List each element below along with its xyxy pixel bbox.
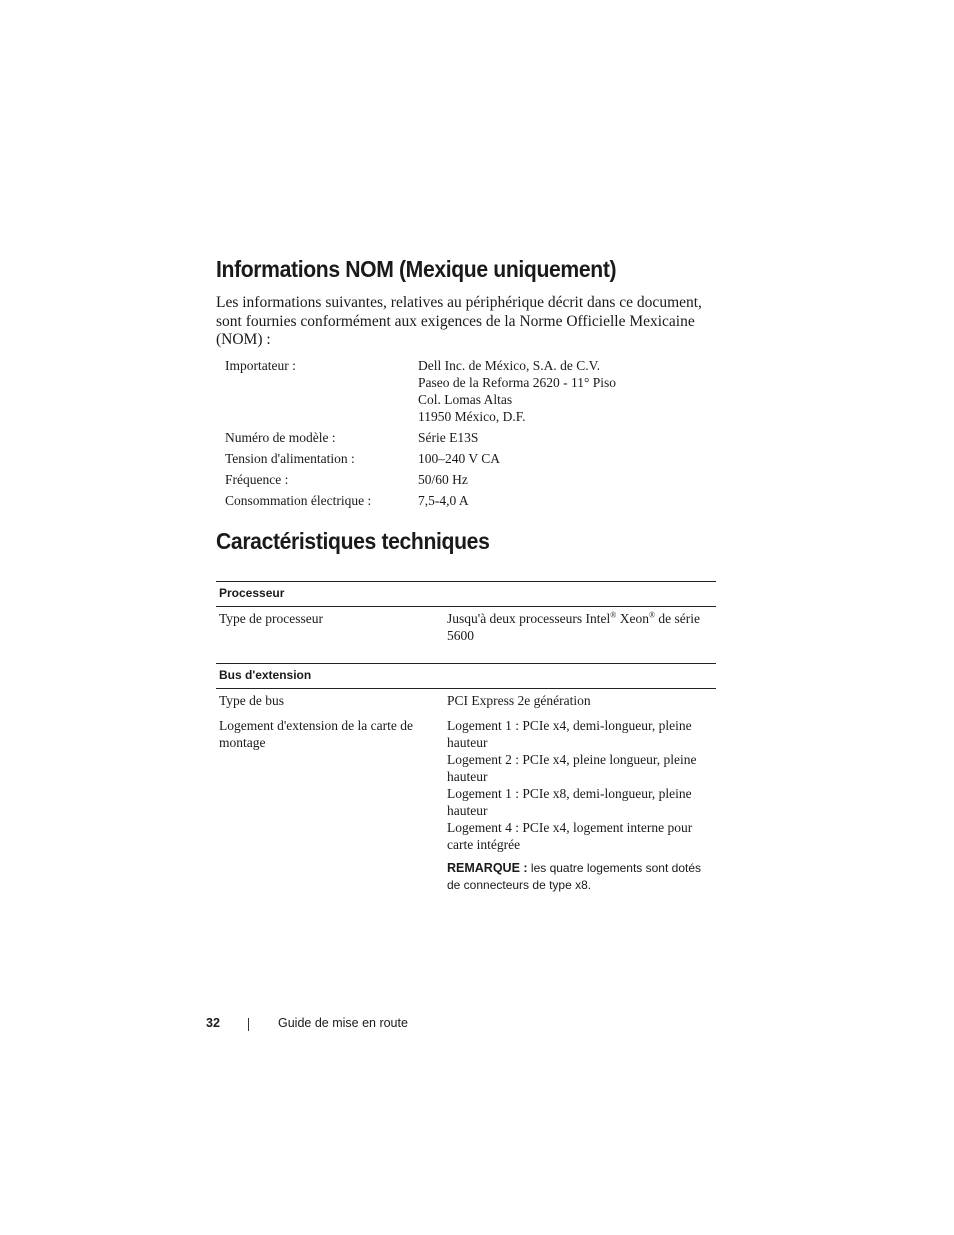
- note: [447, 860, 716, 894]
- spec-heading: Caractéristiques techniques: [216, 528, 490, 554]
- spec-row-processor-type: [216, 607, 716, 644]
- nom-label: Fréquence :: [225, 472, 289, 487]
- nom-table: [225, 357, 705, 509]
- nom-label: Importateur :: [225, 358, 296, 373]
- importer-line: Col. Lomas Altas: [418, 392, 513, 407]
- spec-row-expansion-slots: [216, 709, 716, 894]
- section-header-processor: Processeur: [216, 581, 716, 607]
- processor-text: Xeon: [616, 611, 649, 626]
- importer-line: 11950 México, D.F.: [418, 409, 526, 424]
- nom-row-consumption: [225, 492, 705, 509]
- importer-line: Paseo de la Reforma 2620 - 11° Piso: [418, 375, 616, 390]
- footer-divider: [248, 1018, 249, 1031]
- nom-label: Tension d'alimentation :: [225, 451, 355, 466]
- page-number: 32: [206, 1016, 220, 1030]
- spec-row-bus-type: [216, 689, 716, 709]
- spec-label: Type de processeur: [219, 611, 324, 626]
- nom-value: Série E13S: [418, 430, 479, 445]
- spec-label: Type de bus: [219, 693, 285, 708]
- note-label: REMARQUE :: [447, 861, 528, 875]
- processor-text: Jusqu'à deux processeurs Intel: [447, 611, 611, 626]
- processor-text: de série 5600: [447, 611, 701, 643]
- registered-mark: ®: [648, 610, 656, 620]
- registered-mark: ®: [610, 610, 617, 620]
- nom-value: 7,5-4,0 A: [418, 493, 469, 508]
- nom-value: 100–240 V CA: [418, 451, 501, 466]
- nom-label: Consommation électrique :: [225, 493, 372, 508]
- spec-table: [216, 581, 716, 894]
- section-header-bus: Bus d'extension: [216, 663, 716, 689]
- nom-row-frequency: [225, 471, 705, 488]
- slot-entry: Logement 1 : PCIe x8, demi-longueur, pleine hauteur: [447, 786, 692, 818]
- nom-heading: Informations NOM (Mexique uniquement): [216, 256, 617, 282]
- slot-entry: Logement 1 : PCIe x4, demi-longueur, pleine hauteur: [447, 718, 692, 750]
- nom-intro: Les informations suivantes, relatives au périphérique décrit dans ce document, sont fournies conformément aux exigences de la Norme Officielle Mexicaine (NOM) :: [216, 294, 702, 348]
- spec-value: [447, 610, 716, 644]
- spec-value: [447, 717, 716, 894]
- spec-value: PCI Express 2e génération: [447, 693, 591, 708]
- nom-row-importer: [225, 357, 705, 425]
- nom-value: 50/60 Hz: [418, 472, 468, 487]
- nom-value: [418, 357, 616, 425]
- nom-label: Numéro de modèle :: [225, 430, 336, 445]
- nom-row-voltage: [225, 450, 705, 467]
- importer-line: Dell Inc. de México, S.A. de C.V.: [418, 358, 600, 373]
- slot-entry: Logement 4 : PCIe x4, logement interne pour carte intégrée: [447, 820, 693, 852]
- slot-entry: Logement 2 : PCIe x4, pleine longueur, pleine hauteur: [447, 752, 697, 784]
- spec-label: Logement d'extension de la carte de montage: [219, 718, 413, 750]
- guide-title: Guide de mise en route: [278, 1016, 408, 1030]
- nom-row-model: [225, 429, 705, 446]
- note-text: les quatre logements sont dotés de connecteurs de type x8.: [447, 861, 701, 892]
